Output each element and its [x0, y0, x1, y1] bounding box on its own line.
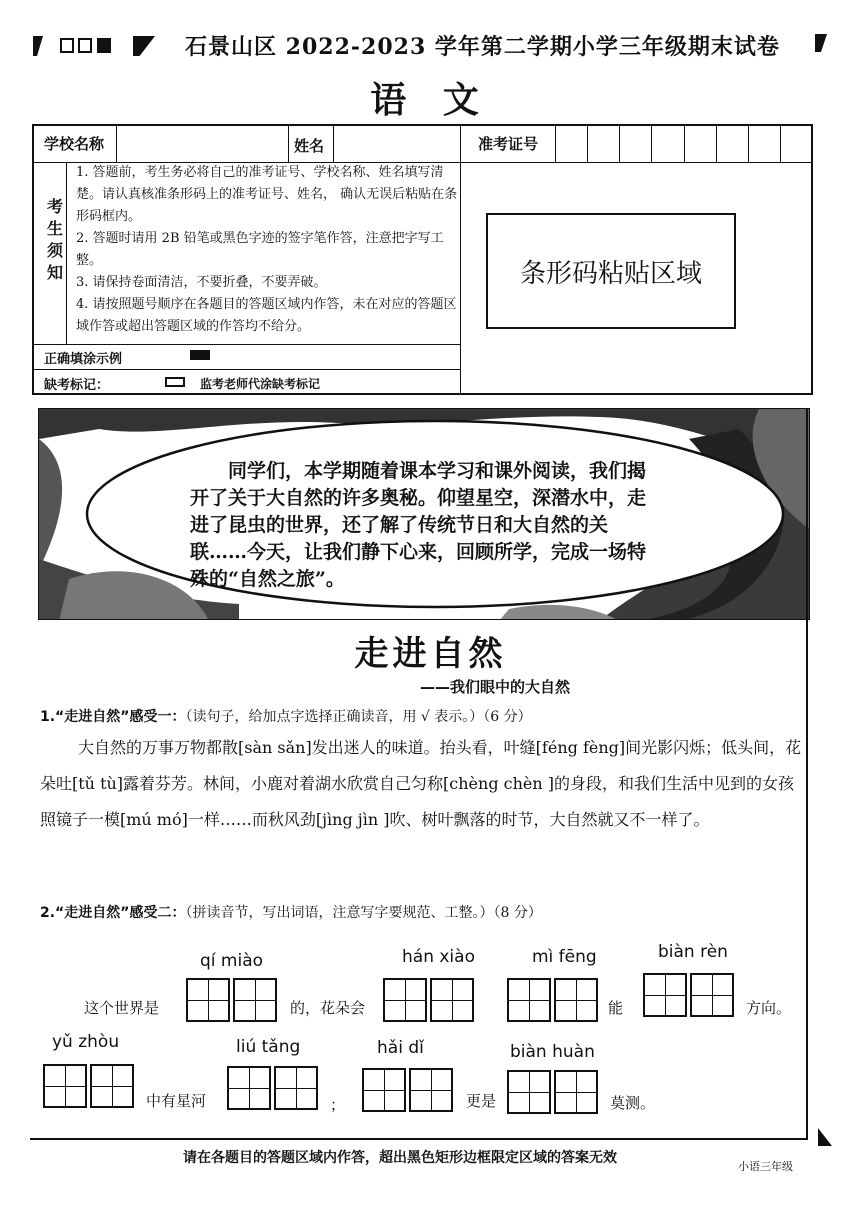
pinyin-label: qí miào — [200, 951, 264, 971]
pinyin-label: biàn huàn — [510, 1042, 595, 1062]
writing-box[interactable] — [554, 1070, 598, 1114]
pinyin-label: hǎi dǐ — [377, 1038, 424, 1058]
writing-box[interactable] — [227, 1066, 271, 1110]
corner-mark-bottom — [818, 1128, 832, 1146]
sentence-text: 中有星河 — [146, 1092, 207, 1110]
school-name-field[interactable] — [118, 127, 286, 161]
writing-box[interactable] — [274, 1066, 318, 1110]
q1-heading — [40, 706, 532, 726]
section-subtitle: ——我们眼中的大自然 — [420, 678, 571, 696]
writing-box[interactable] — [430, 978, 474, 1022]
sentence-text: 莫测。 — [610, 1094, 656, 1112]
writing-box[interactable] — [507, 1070, 551, 1114]
sentence-text: 的，花朵会 — [290, 999, 366, 1017]
absent-note: 监考老师代涂缺考标记 — [200, 377, 321, 391]
barcode-area: 条形码粘贴区域 — [486, 213, 736, 329]
exam-id-label: 准考证号 — [478, 135, 539, 153]
fill-example-mark — [190, 350, 210, 360]
school-name-label: 学校名称 — [44, 135, 105, 153]
writing-box[interactable] — [90, 1064, 134, 1108]
sentence-text: 方向。 — [746, 999, 792, 1017]
pinyin-label: liú tǎng — [236, 1037, 301, 1057]
footer-code: 小语三年级 — [738, 1160, 793, 1173]
writing-box[interactable] — [409, 1068, 453, 1112]
filled-mark — [97, 38, 111, 53]
exam-title: 石景山区 2022-2023 学年第二学期小学三年级期末试卷 — [185, 34, 780, 60]
absent-label: 缺考标记： — [44, 378, 110, 393]
pinyin-label: hán xiào — [402, 947, 475, 967]
student-name-field[interactable] — [335, 127, 459, 161]
sentence-text: 能 — [608, 999, 624, 1017]
q2-instruction: （拼读音节，写出词语，注意写字要规范、工整。）（8 分） — [185, 905, 542, 921]
q1-passage-text: 大自然的万事万物都散[sàn sǎn]发出迷人的味道。抬头看，叶缝[féng fèng]间光影闪烁；低头间，花朵吐[tǔ tù]露着芬芳。林间，小鹿对着湖水欣赏自己匀称[chèng chèn ]的身段，和我们生活中见到的女孩照镜子一模[mú mó]一样……而秋风劲[jìng jìn ]吹、树叶飘落的时节，大自然就又不一样了。 — [40, 738, 802, 829]
subject-title: 语 文 — [370, 79, 491, 121]
writing-box[interactable] — [43, 1064, 87, 1108]
writing-box[interactable] — [690, 973, 734, 1017]
absent-checkbox[interactable] — [165, 377, 185, 387]
notice-item: 4. 请按照题号顺序在各题目的答题区域内作答，未在对应的答题区域作答或超出答题区域的作答均不给分。 — [76, 297, 457, 334]
intro-paragraph: 同学们，本学期随着课本学习和课外阅读，我们揭开了关于大自然的许多奥秘。仰望星空，深潜水中，走进了昆虫的世界，还了解了传统节日和大自然的关联……今天，让我们静下心来，回顾所学，完成一场特殊的“自然之旅”。 — [190, 460, 647, 590]
student-name-label: 姓名 — [294, 137, 325, 155]
corner-mark-right — [815, 34, 827, 52]
notice-item: 3. 请保持卷面清洁，不要折叠，不要弄破。 — [76, 275, 327, 290]
fill-example-label: 正确填涂示例 — [44, 352, 123, 367]
notice-item: 1. 答题前，考生务必将自己的准考证号、学校名称、姓名填写清楚。请认真核准条形码上的准考证号、姓名， 确认无误后粘贴在条形码框内。 — [76, 165, 458, 224]
section-title: 走进自然 — [354, 634, 507, 674]
writing-box[interactable] — [554, 978, 598, 1022]
pinyin-label: mì fēng — [532, 947, 597, 967]
writing-box[interactable] — [362, 1068, 406, 1112]
q1-instruction: （读句子，给加点字选择正确读音，用 √ 表示。）（6 分） — [185, 709, 532, 725]
answer-area-bottom-line — [30, 1138, 808, 1140]
writing-box[interactable] — [643, 973, 687, 1017]
exam-id-field[interactable] — [557, 127, 809, 161]
writing-box[interactable] — [383, 978, 427, 1022]
sentence-text: ； — [330, 1096, 346, 1114]
q2-heading — [40, 902, 542, 922]
q1-passage — [40, 730, 802, 838]
writing-box[interactable] — [233, 978, 277, 1022]
notice-list — [76, 162, 460, 338]
sentence-text: 这个世界是 — [84, 999, 160, 1017]
intro-text — [190, 458, 650, 593]
checkbox-mark-1 — [60, 38, 74, 53]
writing-box[interactable] — [507, 978, 551, 1022]
pinyin-label: biàn rèn — [658, 942, 728, 962]
writing-box[interactable] — [186, 978, 230, 1022]
checkbox-mark-2 — [78, 38, 92, 53]
notice-label: 考生须知 — [46, 197, 63, 282]
answer-area-right-line — [806, 408, 808, 1140]
corner-mark-mid — [133, 36, 155, 56]
notice-item: 2. 答题时请用 2B 铅笔或黑色字迹的签字笔作答，注意把字写工整。 — [76, 231, 444, 268]
q1-title: 1.“走进自然”感受一： — [40, 709, 186, 725]
footer-note: 请在各题目的答题区域内作答，超出黑色矩形边框限定区域的答案无效 — [183, 1150, 617, 1166]
sentence-text: 更是 — [466, 1092, 497, 1110]
corner-mark-left — [33, 36, 43, 56]
q2-title: 2.“走进自然”感受二： — [40, 905, 186, 921]
pinyin-label: yǔ zhòu — [52, 1032, 120, 1052]
